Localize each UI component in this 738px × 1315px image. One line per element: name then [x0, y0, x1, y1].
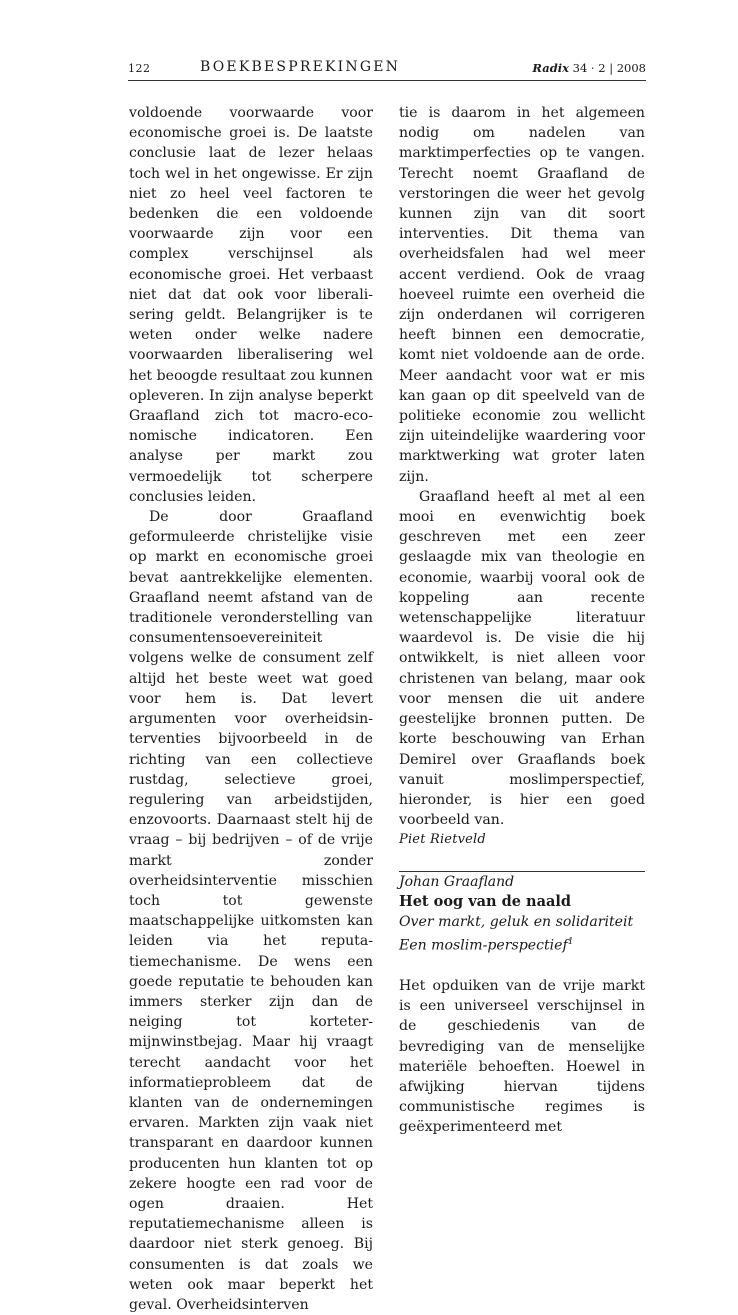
left-column: [129, 103, 373, 1315]
reviewer-signature: Piet Rietveld: [399, 832, 486, 848]
review-book-title: Het oog van de naald: [399, 892, 572, 910]
journal-reference: [532, 61, 646, 75]
review-book-author: Johan Graafland: [399, 873, 515, 890]
right-paragraph-1: tie is daarom in het algemeen nodig om nadelen van marktimperfecties op te vangen. Terecht noemt Graafland de verstoringen die weer het gevolg kunnen zijn van dit soort interventies. Dit thema van overheidsfalen had wel meer accent verdiend. Ook de vraag hoeveel ruimte een overheid die zijn onderdanen wil corrigeren heeft binnen een democratie, komt niet voldoende aan de orde. Meer aandacht voor wat er mis kan gaan op dit speelveld van de politieke economie zou wellicht zijn uiteindelijke waardering voor marktwerking wat groter laten zijn.: [399, 105, 645, 485]
footnote-marker: 1: [567, 937, 574, 948]
header-rule: [128, 80, 646, 81]
review-article-subtitle: [399, 932, 645, 956]
page-header: [128, 58, 646, 80]
review-paragraph-1: Het opduiken van de vrije markt is een universeel verschijnsel in de geschiedenis van de bevrediging van de menselijke materiële behoeften. Hoewel in afwijking hiervan tijdens communistische regimes is geëxperimenteerd met: [399, 978, 645, 1136]
left-paragraph-2: De door Graafland geformuleerde christelijke visie op markt en economische groei bevat aantrekkelijke elementen. Graafland neemt afstand van de traditionele veronderstelling van consumentensoevereiniteit volgens welke de consument zelf altijd het beste weet wat goed voor hem is. Dat levert argumenten voor overheidsinterventies bijvoorbeeld in de richting van een collectieve rustdag, selectieve groei, regulering van arbeidstijden, enzovoorts. Daarnaast stelt hij de vraag – bij bedrijven – of de vrije markt zonder overheidsinterventie misschien toch tot gewenste maatschappelijke uitkomsten kan leiden via het reputatiemechanisme. De wens een goede reputatie te behouden kan immers sterker zijn dan de neiging tot kortetermijnwinstbejag. Maar hij vraagt terecht aandacht voor het informatieprobleem dat de klanten van de ondernemingen ervaren. Markten zijn vaak niet transparant en daardoor kunnen producenten hun klanten tot op zekere hoogte een rad voor de ogen draaien. Het reputatiemechanisme alleen is daardoor niet sterk genoeg. Bij consumenten is dat zoals we weten ook maar beperkt het geval. Overheidsinterven: [129, 509, 373, 1313]
journal-issue: 34 · 2 | 2008: [572, 61, 646, 75]
journal-name: Radix: [532, 61, 569, 75]
left-paragraph-1: voldoende voorwaarde voor economische groei is. De laatste conclusie laat de lezer helaas toch wel in het ongewisse. Er zijn niet zo heel veel factoren te bedenken die een voldoende voorwaarde zijn voor een complex verschijnsel als economische groei. Het verbaast niet dat dat ook voor liberalisering geldt. Belangrijker is te weten onder welke nadere voorwaarden liberalisering wel het beoogde resultaat zou kunnen opleveren. In zijn analyse beperkt Graafland zich tot macro-economische indicatoren. Een analyse per markt zou vermoedelijk tot scherpere conclusies leiden.: [129, 105, 373, 505]
review-article-subtitle-text: Een moslim-perspectief: [399, 937, 568, 954]
section-title: BOEKBESPREKINGEN: [200, 59, 401, 75]
page-number: 122: [128, 62, 151, 75]
right-column: [399, 103, 645, 1138]
review-book-subtitle: Over markt, geluk en solidariteit: [399, 913, 634, 930]
right-paragraph-2: Graafland heeft al met al een mooi en evenwichtig boek geschreven met een zeer geslaagde mix van theologie en economie, waarbij vooral ook de koppeling aan recente wetenschappelijke literatuur waardevol is. De visie die hij ontwikkelt, is niet alleen voor christenen van belang, maar ook voor mensen die uit andere geestelijke bronnen putten. De korte beschouwing van Erhan Demirel over Graaflands boek vanuit moslimperspectief, hieronder, is hier een goed voorbeeld van.: [399, 488, 645, 829]
